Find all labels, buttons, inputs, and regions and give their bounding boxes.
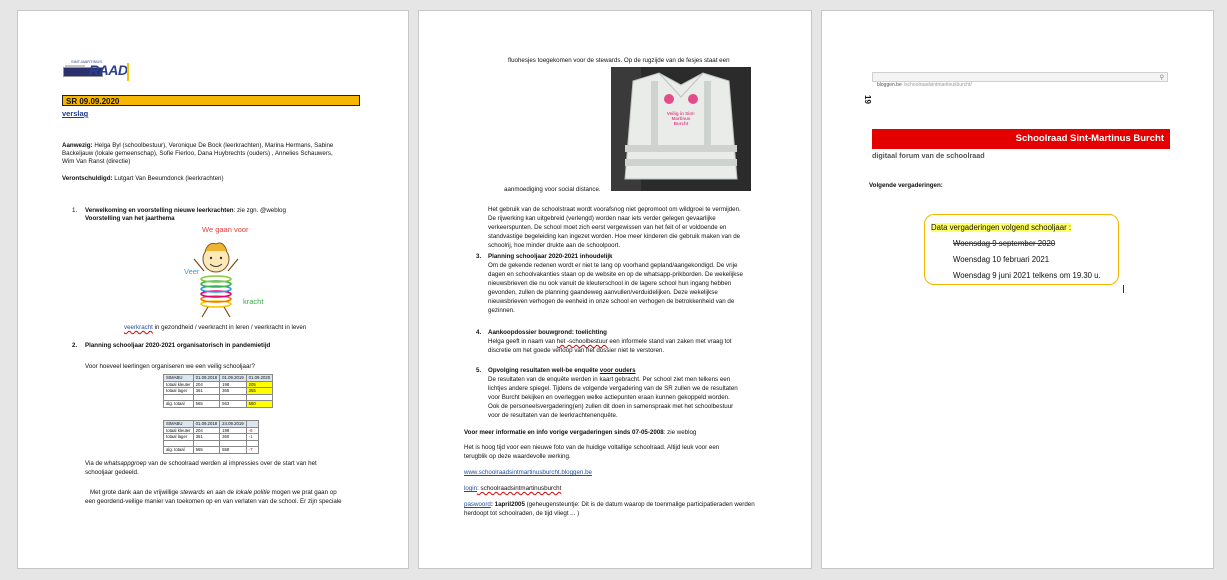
whatsapp-paragraph-line-2: schooljaar gedeeld.: [85, 469, 139, 476]
stewards-paragraph-line-2: een geordend-veilige manier van toekomen op en van verlaten van de school. Er zijn speciale: [85, 498, 342, 505]
item-4-line-1: Helga geeft in naam van het -schoolbestuur een informele stand van zaken met vraag tot: [488, 338, 732, 345]
item-5-line-5: voor de resultaten van de leerkrachtenenquête.: [488, 412, 618, 419]
item-4-heading: Aankoopdossier bouwgrond: toelichting: [488, 329, 607, 336]
item-4-line-2: discretie om het goede verloop van het dossier niet te verstoren.: [488, 347, 665, 354]
item-2-question: Voor hoeveel leerlingen organiseren we een veilig schooljaar?: [85, 363, 255, 370]
password-note: herdoopt tot schoolraden, de tijd vliegt ... ): [464, 510, 580, 517]
schoolraad-logo: SINT-MARTINUS RAAD: [63, 59, 133, 85]
schoolstraat-line-5: schoolrij, hoe minder drukte aan de schoolpoort.: [488, 242, 621, 249]
table-row: totaal lager 361 365 355: [164, 388, 273, 395]
table-row: totaal lager 361 360 -1: [164, 434, 259, 441]
page2-top-line: fluohesjes toegekomen voor de stewards. Op de rugzijde van de fesjes staat een: [508, 57, 730, 64]
schoolstraat-line-4: standvastige begeleiding kan ingezet worden. Hoe meer kinderen die gebruik maken van de: [488, 233, 741, 240]
vest-text-line-2: Burcht: [673, 121, 689, 126]
item-3-heading: Planning schooljaar 2020-2021 inhoudelijk: [488, 253, 613, 260]
attendees-line-1: Aanwezig: Helga Byl (schoolbestuur), Veronique De Bock (leerkrachten), Marina Hermans, Sabine: [62, 142, 334, 149]
table-header-row: SIMABU 01.09.2018 24.09.2019: [164, 421, 259, 428]
blog-banner: Schoolraad Sint-Martinus Burcht: [872, 129, 1170, 149]
meeting-date-cancelled: Woensdag 9 september 2020: [953, 239, 1056, 248]
text-cursor: [1123, 285, 1124, 293]
attendees-line-3: Wim Van Ranst (directie): [62, 158, 131, 165]
item-1-subheading: Voorstelling van het jaarthema: [85, 215, 175, 222]
item-3-number: 3.: [476, 253, 482, 260]
enrollment-table-1: [163, 374, 273, 408]
meeting-date-3: Woensdag 9 juni 2021 telkens om 19.30 u.: [953, 271, 1101, 280]
blog-tagline: digitaal forum van de schoolraad: [872, 151, 985, 160]
vest-text-line-1: Veilig in Sint-Martinus: [666, 111, 696, 121]
login-line: login: schoolraadsintmartinusburcht: [464, 485, 562, 492]
more-info-line: Voor meer informatie en info vorige vergaderingen sinds 07-05-2008: zie weblog: [464, 429, 697, 436]
stewards-paragraph-line-1: Met grote dank aan de vrijwillige stewards en aan de lokale politie mogen we prat gaan op: [90, 489, 337, 496]
table-row: [164, 394, 273, 401]
enrollment-table-2: [163, 420, 259, 454]
item-5-line-2: lichtjes andere spiegel. Tijdens de volgende vergadering van de SR zullen we de resultaten: [488, 385, 738, 392]
item-1-caption: veerkracht in gezondheid / veerkracht in leren / veerkracht in leven: [124, 324, 307, 331]
excused-line: Verontschuldigd: Lutgart Van Beeumdonck (leerkrachten): [62, 175, 224, 182]
report-subtitle: verslag: [62, 109, 89, 118]
meeting-dates-box: [924, 214, 1119, 285]
item-5-line-3: voor Burcht bekijken en overleggen welke actiepunten eraan kunnen gekoppeld worden.: [488, 394, 730, 401]
item-2-number: 2.: [72, 342, 78, 349]
item-5-number: 5.: [476, 367, 482, 374]
item-1-number: 1.: [72, 207, 78, 214]
photo-caption: aanmoediging voor social distance.: [504, 186, 601, 193]
document-page-1: [17, 10, 409, 569]
table-row: totaal kleuter 204 198 -6: [164, 427, 259, 434]
figure-label-left: Veer: [184, 267, 200, 276]
password-line: paswoord: 1april2005 (geheugensteuntje: Dit is de datum waarop de toenmalige participatieraden werden: [464, 501, 755, 508]
next-meetings-heading: Volgende vergaderingen:: [869, 182, 943, 189]
item-3-line-2: dagen en schoolvakanties staan op de website en op de whatsapp-prikborden. De wekelijkse: [488, 271, 743, 278]
browser-address-bar: bloggen.be /schoolraadsintmartinusburcht/ ⚲: [872, 72, 1168, 82]
steward-vest-photo: [611, 67, 751, 191]
schoolstraat-line-1: Het gebruik van de schoolstraat wordt voorafsnog niet gepromoot om wildgroei te vermijden.: [488, 206, 741, 213]
meeting-date-2: Woensdag 10 februari 2021: [953, 255, 1050, 264]
figure-label-right: kracht: [243, 297, 264, 306]
item-5-line-4: Ook de personeelsvergadering(en) zullen dit doen in samenspraak met het schoolbestuur: [488, 403, 734, 410]
photo-request-line-1: Het is hoog tijd voor een nieuwe foto van de huidige voltallige schoolraad. Altijd leuk voor een: [464, 444, 720, 451]
schoolstraat-line-3: verkeerspunten. De school moet zich eerst vergewissen van het feit of er voldoende en: [488, 224, 727, 231]
report-title: SR 09.09.2020: [62, 95, 360, 106]
attendees-line-2: Backeljauw (lokale gemeenschap), Sofie Fierloo, Dana Huybrechts (ouders) , Annelies Schauwers,: [62, 150, 333, 157]
item-3-line-1: Om de gekende redenen wordt er niet te lang op voorhand gepland/aangekondigd. De vrije: [488, 262, 738, 269]
table-row: [164, 440, 259, 447]
document-page-2: [418, 10, 812, 569]
figure-label-top: We gaan voor: [202, 225, 249, 234]
photo-request-line-2: terugblik op deze waardevolle werking.: [464, 453, 571, 460]
meeting-box-title: Data vergaderingen volgend schooljaar :: [931, 223, 1072, 232]
item-1-heading: Verwelkoming en voorstelling nieuwe leerkrachten: zie zgn. @weblog: [85, 207, 286, 214]
whatsapp-paragraph-line-1: Via de whatsappgroep van de schoolraad werden al impressies over de start van het: [85, 460, 317, 467]
item-3-line-3: nieuwsbrieven die nu ook vanuit de kleuterschool in de lagere school hun ingang hebben: [488, 280, 732, 287]
item-3-line-5: nieuwsbrieven verhogen de eenheid in onze school en verhogen de betrokkenheid van de: [488, 298, 735, 305]
item-3-line-4: gevonden, zullen de planning gaandeweg aanvullen/verduidelijken. Deze wekelijkse: [488, 289, 718, 296]
item-2-heading: Planning schooljaar 2020-2021 organisatorisch in pandemietijd: [85, 342, 271, 349]
table-header-row: SIMABU 01.09.2018 01.09.2019 01.09.2020: [164, 375, 273, 382]
weblog-link[interactable]: www.schoolraadsintmartinusburcht.bloggen.be: [464, 469, 592, 476]
document-page-3: [821, 10, 1214, 569]
item-4-number: 4.: [476, 329, 482, 336]
table-row: alg. totaal 565 563 560: [164, 401, 273, 408]
schoolstraat-line-2: De rijwerking kan uitgebreid (verlengd) worden naar iets verder gelegen gevaarlijke: [488, 215, 716, 222]
item-5-line-1: De resultaten van de enquête werden in kaart gebracht. Per school ziet men telkens een: [488, 376, 731, 383]
item-5-heading: Opvolging resultaten well-be enquête voor ouders: [488, 367, 636, 374]
side-mark: 19: [863, 95, 872, 104]
item-3-line-6: gezinnen.: [488, 307, 515, 314]
table-row: alg. totaal 565 558 -7: [164, 447, 259, 454]
search-icon: ⚲: [1159, 75, 1164, 81]
table-row: totaal kleuter 204 198 205: [164, 381, 273, 388]
